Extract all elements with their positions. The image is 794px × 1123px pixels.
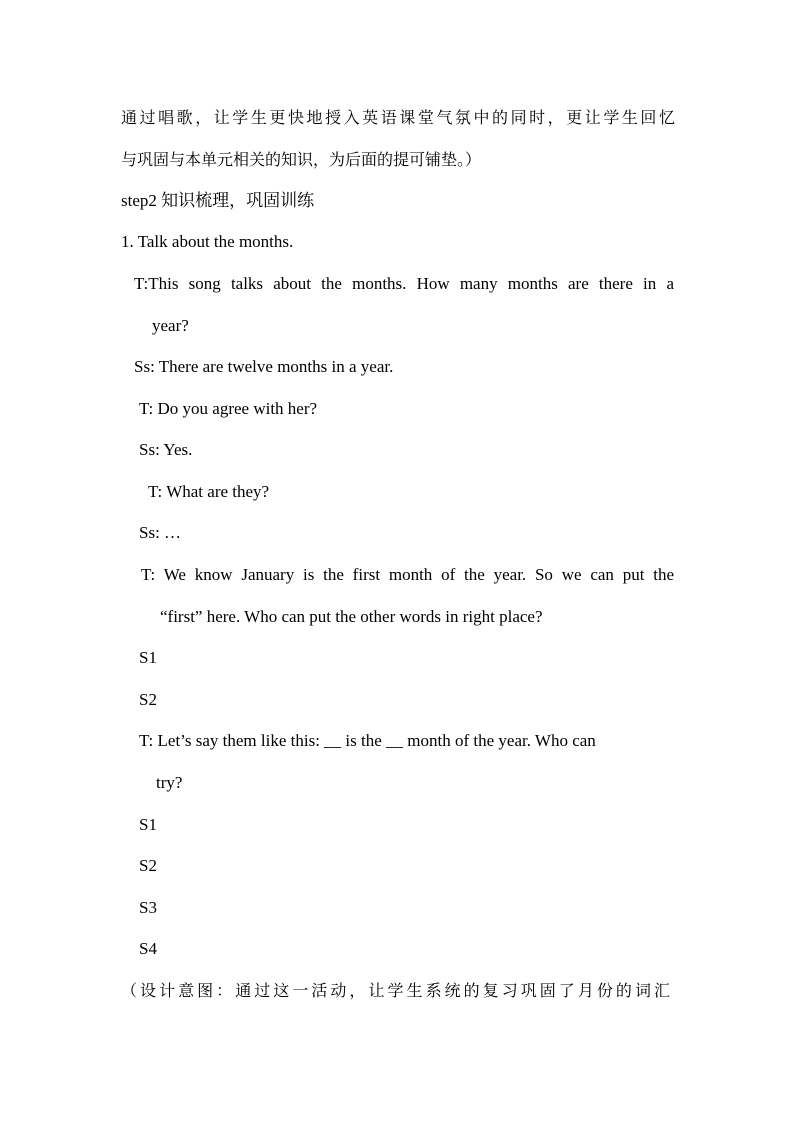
teacher-line-4-cont: “first” here. Who can put the other words in right place? [160,607,543,626]
student-s1-b: S1 [139,815,157,834]
student-s2-b: S2 [139,856,157,875]
teacher-line-5: T: Let’s say them like this: __ is the __ month of the year. Who can [139,731,596,750]
student-s1-a: S1 [139,648,157,667]
paragraph-line-2: 与巩固与本单元相关的知识，为后面的提可铺垫。） [121,150,482,169]
student-s4: S4 [139,939,157,958]
step-heading: step2 知识梳理，巩固训练 [121,191,315,210]
teacher-line-2: T: Do you agree with her? [139,399,318,418]
students-line-2: Ss: Yes. [139,440,193,459]
student-s2-a: S2 [139,690,157,709]
students-line-1: Ss: There are twelve months in a year. [134,357,394,376]
design-intent-line: （设计意图：通过这一活动，让学生系统的复习巩固了月份的词汇 [121,981,670,1000]
section-heading: 1. Talk about the months. [121,232,294,251]
paragraph-line-1: 通过唱歌，让学生更快地授入英语课堂气氛中的同时，更让学生回忆 [121,108,675,127]
teacher-line-1: T:This song talks about the months. How many months are there in a [134,274,674,293]
student-s3: S3 [139,898,157,917]
teacher-line-3: T: What are they? [148,482,270,501]
teacher-line-4: T: We know January is the first month of the year. So we can put the [141,565,674,584]
teacher-line-1-cont: year? [152,316,189,335]
teacher-line-5-cont: try? [156,773,183,792]
students-line-3: Ss: … [139,523,182,542]
